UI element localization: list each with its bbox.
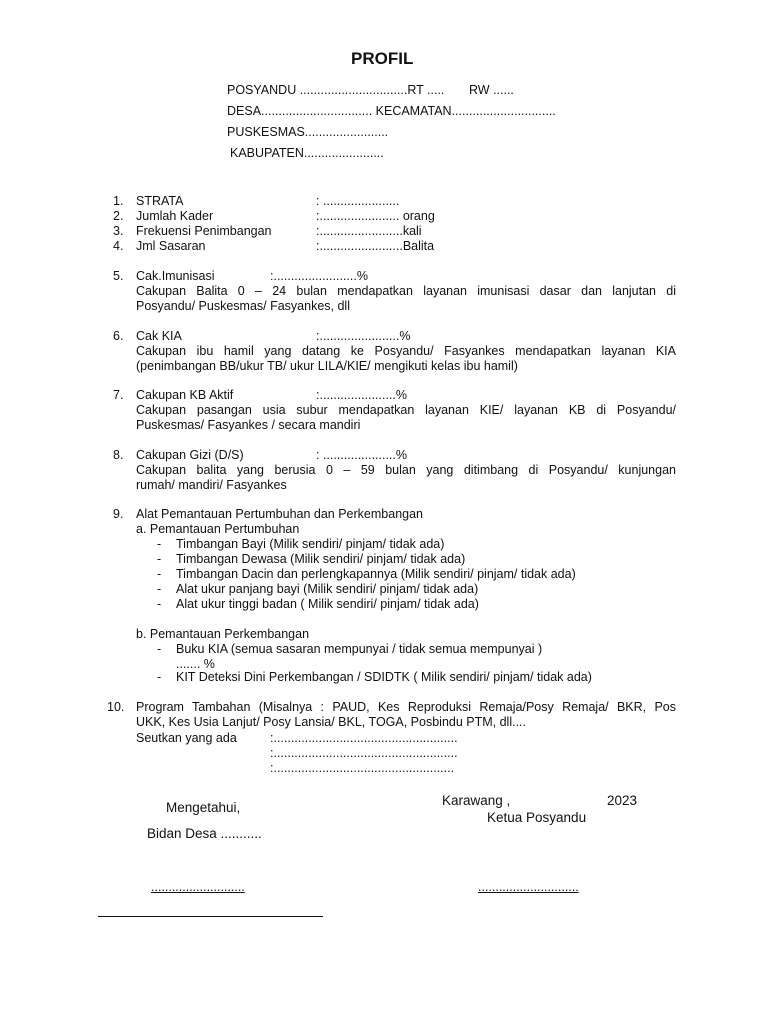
- list-dash: -: [157, 642, 162, 656]
- kb-aktif-value: :......................%: [316, 388, 407, 402]
- list-item: Buku KIA (semua sasaran mempunyai / tidak semua mempunyai ): [176, 642, 543, 656]
- imunisasi-description-cont: Posyandu/ Puskesmas/ Fasyankes, dll: [136, 299, 350, 313]
- kb-aktif-description-cont: Puskesmas/ Fasyankes / secara mandiri: [136, 418, 361, 432]
- pemantauan-pertumbuhan-heading: a. Pemantauan Pertumbuhan: [136, 522, 300, 536]
- list-item: Timbangan Bayi (Milik sendiri/ pinjam/ tidak ada): [176, 537, 445, 551]
- gizi-description: Cakupan balita yang berusia 0 – 59 bulan yang ditimbang di Posyandu/ kunjungan: [136, 463, 676, 477]
- mengetahui-label: Mengetahui,: [166, 800, 241, 815]
- gizi-description-cont: rumah/ mandiri/ Fasyankes: [136, 478, 287, 492]
- kia-label: Cak KIA: [136, 329, 182, 343]
- seutkan-blank-2: :.....................................................: [270, 746, 458, 760]
- list-dash: -: [157, 670, 162, 684]
- item-number: 2.: [113, 209, 124, 223]
- gizi-label: Cakupan Gizi (D/S): [136, 448, 244, 462]
- frekuensi-label: Frekuensi Penimbangan: [136, 224, 272, 238]
- page-title: PROFIL: [351, 49, 414, 68]
- puskesmas-field: PUSKESMAS........................: [227, 125, 389, 139]
- kia-value: :.......................%: [316, 329, 411, 343]
- item-number: 4.: [113, 239, 124, 253]
- seutkan-blank-3: :....................................................: [270, 761, 455, 775]
- rw-field: RW ......: [469, 83, 514, 97]
- bidan-signature-line: ...........................: [151, 880, 245, 894]
- frekuensi-value: :........................kali: [316, 224, 422, 238]
- item-number: 1.: [113, 194, 124, 208]
- program-tambahan-text: Program Tambahan (Misalnya : PAUD, Kes Reproduksi Remaja/Posy Remaja/ BKR, Pos: [136, 700, 676, 714]
- jumlah-kader-value: :....................... orang: [316, 209, 435, 223]
- seutkan-label: Seutkan yang ada: [136, 731, 237, 745]
- imunisasi-label: Cak.Imunisasi: [136, 269, 215, 283]
- bidan-desa-label: Bidan Desa ...........: [147, 826, 262, 841]
- year-label: 2023: [607, 793, 638, 808]
- list-dash: -: [157, 582, 162, 596]
- list-item: Timbangan Dewasa (Milik sendiri/ pinjam/ tidak ada): [176, 552, 466, 566]
- list-item: Alat ukur panjang bayi (Milik sendiri/ pinjam/ tidak ada): [176, 582, 479, 596]
- item-number: 3.: [113, 224, 124, 238]
- item-number: 6.: [113, 329, 124, 343]
- footer-divider: [98, 916, 323, 917]
- list-dash: -: [157, 537, 162, 551]
- kia-description-cont: (penimbangan BB/ukur TB/ ukur LILA/KIE/ mengikuti kelas ibu hamil): [136, 359, 518, 373]
- list-dash: -: [157, 597, 162, 611]
- posyandu-field: POSYANDU ...............................RT .....: [227, 83, 445, 97]
- item-number: 8.: [113, 448, 124, 462]
- program-tambahan-text-cont: UKK, Kes Usia Lanjut/ Posy Lansia/ BKL, TOGA, Posbindu PTM, dll....: [136, 715, 526, 729]
- jml-sasaran-label: Jml Sasaran: [136, 239, 206, 253]
- buku-kia-percent: ....... %: [176, 657, 215, 671]
- list-item: KIT Deteksi Dini Perkembangan / SDIDTK ( Milik sendiri/ pinjam/ tidak ada): [176, 670, 592, 684]
- imunisasi-description: Cakupan Balita 0 – 24 bulan mendapatkan layanan imunisasi dasar dan lanjutan di: [136, 284, 676, 298]
- list-item: Timbangan Dacin dan perlengkapannya (Milik sendiri/ pinjam/ tidak ada): [176, 567, 576, 581]
- strata-label: STRATA: [136, 194, 184, 208]
- strata-value: : ......................: [316, 194, 400, 208]
- list-item: Alat ukur tinggi badan ( Milik sendiri/ pinjam/ tidak ada): [176, 597, 479, 611]
- kb-aktif-description: Cakupan pasangan usia subur mendapatkan layanan KIE/ layanan KB di Posyandu/: [136, 403, 676, 417]
- alat-pemantauan-heading: Alat Pemantauan Pertumbuhan dan Perkembangan: [136, 507, 423, 521]
- jumlah-kader-label: Jumlah Kader: [136, 209, 214, 223]
- imunisasi-value: :........................%: [270, 269, 368, 283]
- pemantauan-perkembangan-heading: b. Pemantauan Perkembangan: [136, 627, 310, 641]
- item-number: 5.: [113, 269, 124, 283]
- kb-aktif-label: Cakupan KB Aktif: [136, 388, 234, 402]
- list-dash: -: [157, 567, 162, 581]
- jml-sasaran-value: :........................Balita: [316, 239, 435, 253]
- place-label: Karawang ,: [442, 793, 511, 808]
- desa-kecamatan-field: DESA................................ KECAMATAN..............................: [227, 104, 556, 118]
- item-number: 10.: [107, 700, 125, 714]
- kabupaten-field: KABUPATEN.......................: [230, 146, 384, 160]
- ketua-posyandu-label: Ketua Posyandu: [487, 810, 587, 825]
- list-dash: -: [157, 552, 162, 566]
- ketua-signature-line: .............................: [478, 880, 579, 894]
- item-number: 9.: [113, 507, 124, 521]
- seutkan-blank-1: :.....................................................: [270, 731, 458, 745]
- item-number: 7.: [113, 388, 124, 402]
- gizi-value: : .....................%: [316, 448, 407, 462]
- kia-description: Cakupan ibu hamil yang datang ke Posyandu/ Fasyankes mendapatkan layanan KIA: [136, 344, 676, 358]
